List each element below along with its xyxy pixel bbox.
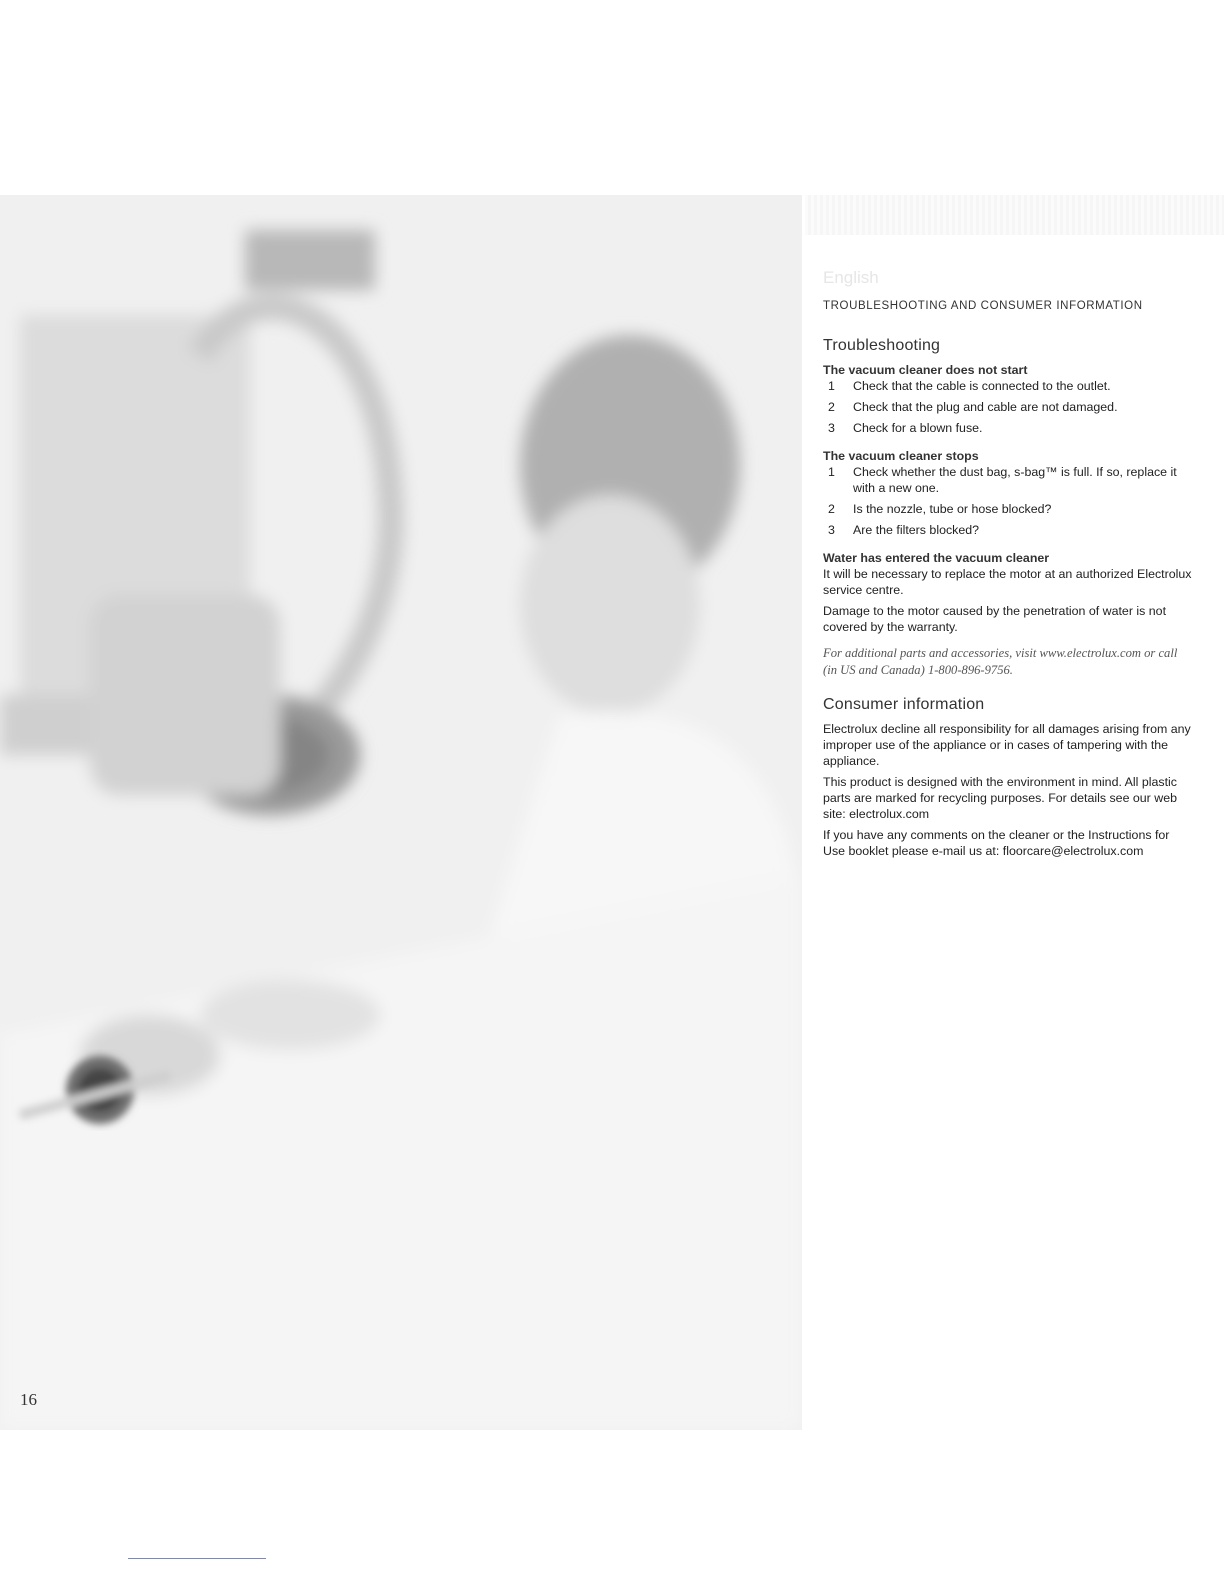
footer-rule: [128, 1558, 266, 1559]
page-number: 16: [20, 1390, 37, 1409]
consumer-title: Consumer information: [823, 696, 985, 713]
step-number: 1: [828, 465, 835, 479]
water-paragraph: Damage to the motor caused by the penetration of water is not covered by the warranty.: [823, 604, 1167, 634]
step-number: 3: [828, 421, 835, 435]
step-text: Check for a blown fuse.: [853, 421, 983, 435]
step-item: [823, 420, 1193, 436]
step-item: [823, 501, 1193, 517]
decorative-strip: [805, 195, 1224, 235]
accessories-note: For additional parts and accessories, visit www.electrolux.com or call (in US and Canada) 1-800-896-9756.: [823, 646, 1178, 677]
step-text: Are the filters blocked?: [853, 523, 980, 537]
step-number: 1: [828, 379, 835, 393]
step-item: [823, 522, 1193, 538]
water-heading: Water has entered the vacuum cleaner: [823, 551, 1050, 565]
step-text: Is the nozzle, tube or hose blocked?: [853, 502, 1052, 516]
step-item: [823, 378, 1193, 394]
step-item: [823, 399, 1193, 415]
troubleshooting-title: Troubleshooting: [823, 337, 941, 354]
section-label: TROUBLESHOOTING AND CONSUMER INFORMATION: [823, 300, 1143, 312]
consumer-paragraph: If you have any comments on the cleaner or the Instructions for Use booklet please e-mail us at: floorcare@electrolux.com: [823, 828, 1170, 858]
step-text: Check whether the dust bag, s-bag™ is full. If so, replace it with a new one.: [853, 465, 1177, 495]
consumer-paragraph: Electrolux decline all responsibility for all damages arising from any improper use of the appliance or in cases of tampering with the appliance.: [823, 722, 1191, 768]
step-text: Check that the plug and cable are not damaged.: [853, 400, 1118, 414]
step-list: [823, 378, 1193, 436]
consumer-paragraph: This product is designed with the environment in mind. All plastic parts are marked for recycling purposes. For details see our web site: electrolux.com: [823, 775, 1177, 821]
group-heading: The vacuum cleaner does not start: [823, 363, 1028, 377]
cover-photo: [0, 195, 802, 1430]
language-label: English: [823, 268, 879, 287]
water-paragraph: It will be necessary to replace the motor at an authorized Electrolux service centre.: [823, 567, 1192, 597]
step-text: Check that the cable is connected to the outlet.: [853, 379, 1111, 393]
step-number: 2: [828, 400, 835, 414]
text-column: [823, 298, 1193, 864]
group-heading: The vacuum cleaner stops: [823, 449, 979, 463]
step-item: [823, 464, 1193, 496]
step-number: 3: [828, 523, 835, 537]
step-number: 2: [828, 502, 835, 516]
step-list: [823, 464, 1193, 538]
